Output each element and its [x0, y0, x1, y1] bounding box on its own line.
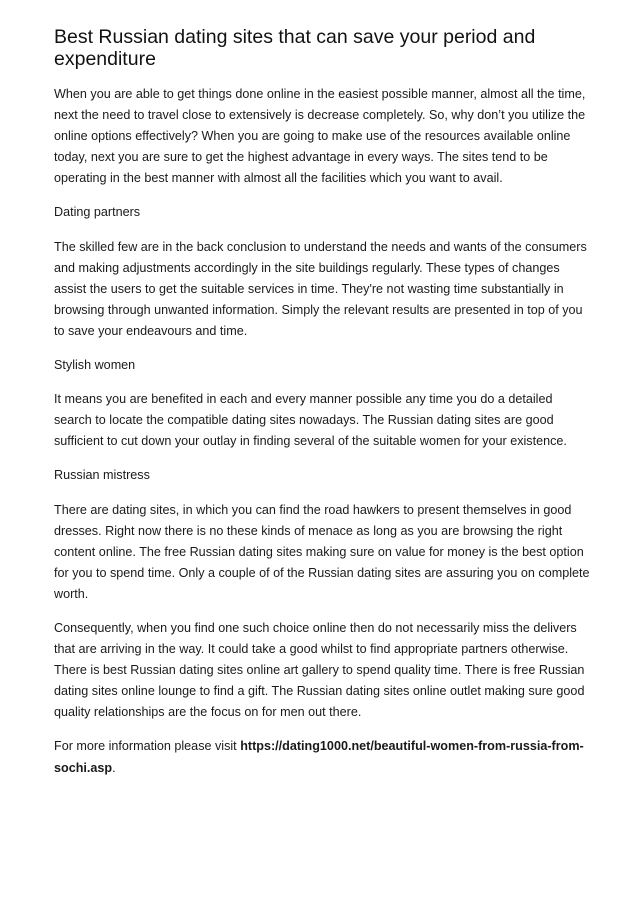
section-heading-dating-partners: Dating partners: [54, 205, 141, 220]
document-page: [54, 26, 590, 792]
section-text-stylish-women: It means you are benefited in each and every manner possible any time you do a detailed search to locate the compatible dating sites nowadays. The Russian dating sites are good sufficient to cut down your outlay in finding several of the suitable women for your existence.: [54, 392, 567, 449]
section-heading-russian-mistress: Russian mistress: [54, 468, 150, 483]
intro-paragraph: When you are able to get things done online in the easiest possible manner, almost all the time, next the need to travel close to extensively is decrease completely. So, why don’t you utilize the online options effectively? When you are going to make use of the resources available online today, next you are sure to get the highest advantage in every ways. The sites tend to be operating in the best manner with almost all the facilities which you want to avail.: [54, 87, 586, 186]
more-info-suffix: .: [112, 760, 116, 775]
section-text-dating-partners: The skilled few are in the back conclusion to understand the needs and wants of the consumers and making adjustments accordingly in the site buildings regularly. These types of changes assist the users to get the suitable services in time. They're not wasting time substantially in browsing through unwanted information. Simply the relevant results are presented in top of you to save your endeavours and time.: [54, 239, 587, 338]
document-title: Best Russian dating sites that can save your period and expenditure: [54, 26, 536, 70]
section-heading-stylish-women: Stylish women: [54, 358, 136, 373]
more-info-link[interactable]: https://dating1000.net/beautiful-women-from-russia-from-sochi.asp: [54, 739, 584, 775]
section-text-russian-mistress: There are dating sites, in which you can find the road hawkers to present themselves in good dresses. Right now there is no these kinds of menace as long as you are browsing the right content online. The free Russian dating sites making sure on value for money is the best option for you to spend time. Only a couple of of the Russian dating sites are assuring you on complete worth.: [54, 502, 590, 601]
closing-paragraph: Consequently, when you find one such choice online then do not necessarily miss the delivers that are arriving in the way. It could take a good whilst to find appropriate partners otherwise. There is best Russian dating sites online art gallery to spend quality time. There is free Russian dating sites online lounge to find a gift. The Russian dating sites online outlet making sure good quality relationships are the focus on for men out there.: [54, 620, 585, 720]
more-info-paragraph: [54, 736, 590, 778]
more-info-prefix: For more information please visit: [54, 739, 241, 754]
